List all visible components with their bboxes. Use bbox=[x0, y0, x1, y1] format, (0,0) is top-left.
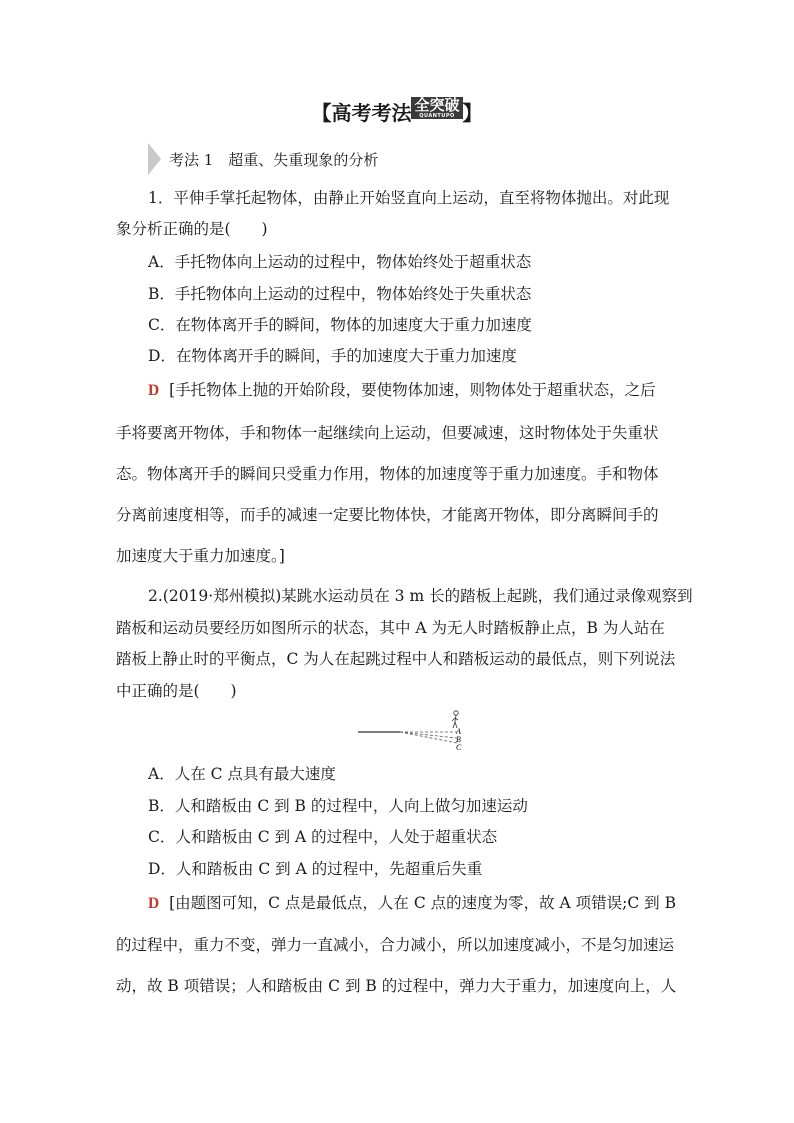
q2-option-a: A．人在 C 点具有最大速度 bbox=[148, 765, 336, 783]
q1-option-a: A．手托物体向上运动的过程中，物体始终处于超重状态 bbox=[148, 253, 532, 271]
q2-answer: D bbox=[148, 895, 160, 912]
label-b: B bbox=[456, 735, 461, 744]
q1-explanation-line-5: 加速度大于重力加速度。] bbox=[116, 547, 285, 565]
label-c: C bbox=[456, 743, 462, 752]
q2-explanation-line-3: 动，故 B 项错误；人和踏板由 C 到 B 的过程中，弹力大于重力，加速度向上，人 bbox=[116, 977, 677, 995]
q2-option-c: C．人和踏板由 C 到 A 的过程中，人处于超重状态 bbox=[148, 828, 498, 846]
diver-head-icon bbox=[454, 711, 458, 715]
springboard-figure bbox=[355, 702, 475, 757]
section-heading bbox=[148, 143, 378, 175]
header-badge-sub: QUANTUPO bbox=[419, 113, 455, 119]
triangle-marker-icon bbox=[148, 143, 161, 175]
label-a: A bbox=[456, 727, 461, 736]
q1-option-b: B．手托物体向上运动的过程中，物体始终处于失重状态 bbox=[148, 285, 532, 303]
q1-stem-line-2: 象分析正确的是( ) bbox=[116, 220, 268, 238]
q2-explanation-line-1 bbox=[148, 891, 676, 913]
q2-option-d: D．人和踏板由 C 到 A 的过程中，先超重后失重 bbox=[148, 860, 483, 878]
q2-explanation-line-2: 的过程中，重力不变，弹力一直减小，合力减小，所以加速度减小，不是匀加速运 bbox=[116, 936, 675, 954]
page-header bbox=[0, 97, 794, 126]
q1-option-c: C．在物体离开手的瞬间，物体的加速度大于重力加速度 bbox=[148, 316, 532, 334]
board-position-c bbox=[400, 732, 457, 743]
board-position-b bbox=[400, 732, 457, 738]
q1-answer: D bbox=[148, 382, 160, 399]
q1-explanation-line-1 bbox=[148, 378, 656, 400]
q1-stem-line-1: 1．平伸手掌托起物体，由静止开始竖直向上运动，直至将物体抛出。对此现 bbox=[148, 189, 670, 207]
q1-explanation-line-4: 分离前速度相等，而手的减速一定要比物体快，才能离开物体，即分离瞬间手的 bbox=[116, 506, 659, 524]
header-badge-text: 全突破 bbox=[414, 96, 460, 114]
section-title: 考法 1 超重、失重现象的分析 bbox=[169, 150, 379, 169]
header-left: 【高考考法 bbox=[311, 101, 412, 125]
q2-stem-line-3: 踏板上静止时的平衡点，C 为人在起跳过程中人和踏板运动的最低点，则下列说法 bbox=[116, 650, 676, 668]
q1-explanation-line-2: 手将要离开物体，手和物体一起继续向上运动，但要减速，这时物体处于失重状 bbox=[116, 424, 659, 442]
q2-explanation-text-1: [由题图可知，C 点是最低点，人在 C 点的速度为零，故 A 项错误;C 到 B bbox=[169, 894, 676, 912]
header-right: 】 bbox=[462, 101, 483, 125]
q1-explanation-line-3: 态。物体离开手的瞬间只受重力作用，物体的加速度等于重力加速度。手和物体 bbox=[116, 465, 659, 483]
header-badge bbox=[411, 97, 462, 119]
q1-option-d: D．在物体离开手的瞬间，手的加速度大于重力加速度 bbox=[148, 347, 517, 365]
q2-option-b: B．人和踏板由 C 到 B 的过程中，人向上做匀加速运动 bbox=[148, 797, 528, 815]
q2-stem-line-2: 踏板和运动员要经历如图所示的状态，其中 A 为无人时踏板静止点，B 为人站在 bbox=[116, 619, 665, 637]
q1-explanation-text-1: [手托物体上抛的开始阶段，要使物体加速，则物体处于超重状态，之后 bbox=[169, 381, 656, 399]
q2-stem-line-1: 2.(2019·郑州模拟)某跳水运动员在 3 m 长的踏板上起跳，我们通过录像观察到 bbox=[148, 587, 693, 605]
q2-stem-line-4: 中正确的是( ) bbox=[116, 682, 237, 700]
